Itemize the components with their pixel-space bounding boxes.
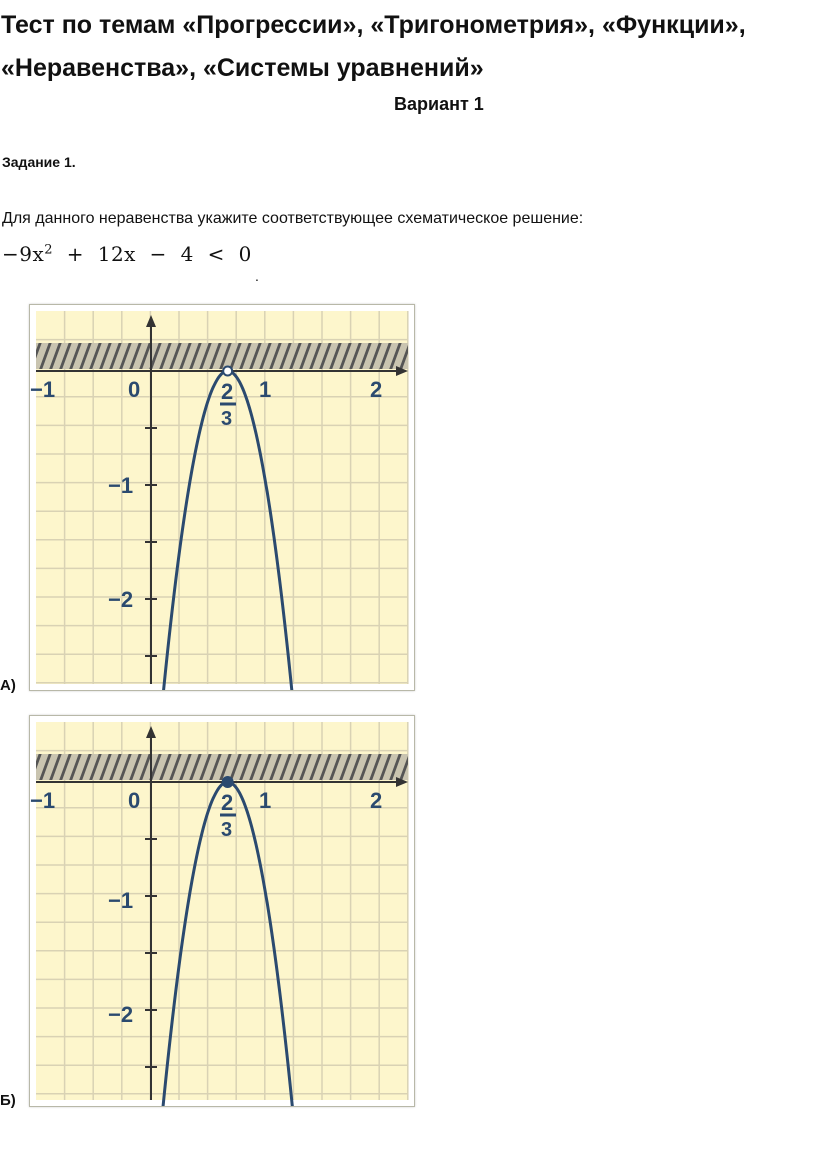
inequality-formula bbox=[2, 242, 252, 266]
tick-label-x-2: 2 bbox=[370, 377, 383, 402]
hatched-region bbox=[36, 343, 408, 369]
tick-label-y-neg1: −1 bbox=[108, 888, 134, 913]
hatched-region bbox=[36, 754, 408, 780]
option-b-graph[interactable] bbox=[29, 715, 415, 1107]
tick-label-y-neg2: −2 bbox=[108, 587, 134, 612]
formula-lhs: −9x bbox=[2, 242, 45, 266]
trailing-mark: . bbox=[255, 268, 259, 284]
tick-label-x-2: 2 bbox=[370, 788, 383, 813]
tick-label-y-neg1: −1 bbox=[108, 473, 134, 498]
tick-label-frac-den: 3 bbox=[221, 819, 233, 841]
tick-label-frac-den: 3 bbox=[221, 408, 233, 430]
option-a-svg bbox=[30, 305, 414, 690]
task-prompt: Для данного неравенства укажите соответствующее схематическое решение: bbox=[2, 210, 584, 227]
option-b-label: Б) bbox=[0, 1092, 16, 1109]
tick-label-x-neg1: −1 bbox=[30, 377, 56, 402]
formula-power: 2 bbox=[44, 242, 54, 258]
vertex-point-open bbox=[223, 367, 232, 376]
option-a-graph[interactable] bbox=[29, 304, 415, 691]
option-a-label: А) bbox=[0, 677, 16, 694]
task-heading: Задание 1. bbox=[2, 154, 76, 170]
page-title: Тест по темам «Прогрессии», «Тригонометрия», «Функции», «Неравенства», «Системы уравнений» bbox=[1, 11, 746, 82]
tick-label-x-1: 1 bbox=[259, 788, 272, 813]
tick-label-x-neg1: −1 bbox=[30, 788, 56, 813]
option-b-svg bbox=[30, 716, 414, 1106]
tick-label-x-0: 0 bbox=[128, 377, 141, 402]
tick-label-x-1: 1 bbox=[259, 377, 272, 402]
vertex-point-filled bbox=[223, 777, 233, 787]
tick-label-x-0: 0 bbox=[128, 788, 141, 813]
tick-label-y-neg2: −2 bbox=[108, 1002, 134, 1027]
variant-heading: Вариант 1 bbox=[394, 94, 484, 114]
tick-label-frac-num: 2 bbox=[221, 790, 234, 815]
formula-rest: + 12x − 4 < 0 bbox=[53, 242, 252, 266]
tick-label-frac-num: 2 bbox=[221, 379, 234, 404]
